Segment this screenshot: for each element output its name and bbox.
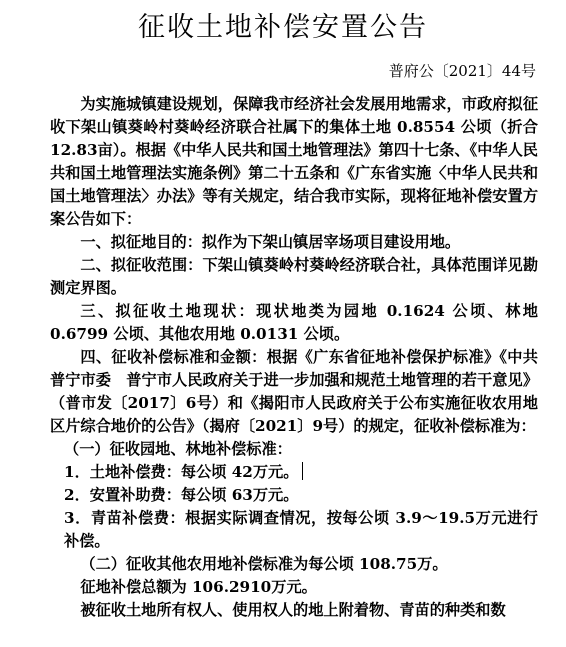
item-land-status: 三、拟征收土地现状：现状地类为园地 0.1624 公顷、林地 0.6799 公顷、其他农用地 0.0131 公顷。 bbox=[50, 302, 538, 343]
sub-item-resettlement: 2．安置补助费：每公顷 63万元。 bbox=[64, 486, 299, 504]
sub-item-land-compensation-text: 1．土地补偿费：每公顷 42万元。 bbox=[64, 463, 299, 481]
item-compensation-standard: 四、征收补偿标准和金额：根据《广东省征地补偿保护标准》《中共普宁市委 普宁市人民政府关于进一步加强和规范土地管理的若干意见》（普市发〔2017〕6号）和《揭阳市人民政府关于公布实施征收农用地区片综合地价的公告》（揭府〔2021〕9号）的规定，征收补偿标准为： bbox=[50, 348, 538, 435]
sub-heading-garden-forest: （一）征收园地、林地补偿标准： bbox=[64, 440, 292, 458]
total-compensation: 征地补偿总额为 106.2910万元。 bbox=[80, 578, 317, 596]
last-paragraph: 被征收土地所有权人、使用权人的地上附着物、青苗的种类和数 bbox=[80, 601, 506, 619]
sub-item-land-compensation bbox=[50, 461, 538, 484]
document-title: 征收土地补偿安置公告 bbox=[138, 12, 428, 43]
document-number: 普府公〔2021〕44号 bbox=[388, 62, 536, 80]
item-purpose: 一、拟征地目的：拟作为下架山镇居宰场项目建设用地。 bbox=[80, 233, 461, 251]
sub-heading-other-land: （二）征收其他农用地补偿标准为每公顷 108.75万。 bbox=[80, 555, 448, 573]
document-body bbox=[50, 93, 538, 622]
intro-paragraph: 为实施城镇建设规划，保障我市经济社会发展用地需求，市政府拟征收下架山镇葵岭村葵岭经济联合社属下的集体土地 0.8554 公顷（折合 12.83亩）。根据《中华人民共和国土地管理法》第四十七条、《中华人民共和国土地管理法实施条例》第二十五条和《广东省实施〈中华人民共和国土地管理法〉办法》等有关规定，结合我市实际，现将征地补偿安置方案公告如下： bbox=[50, 95, 538, 228]
text-cursor bbox=[302, 462, 303, 480]
item-scope: 二、拟征收范围：下架山镇葵岭村葵岭经济联合社，具体范围详见勘测定界图。 bbox=[50, 256, 538, 297]
sub-item-crops: 3．青苗补偿费：根据实际调查情况，按每公顷 3.9～19.5万元进行补偿。 bbox=[64, 509, 538, 550]
